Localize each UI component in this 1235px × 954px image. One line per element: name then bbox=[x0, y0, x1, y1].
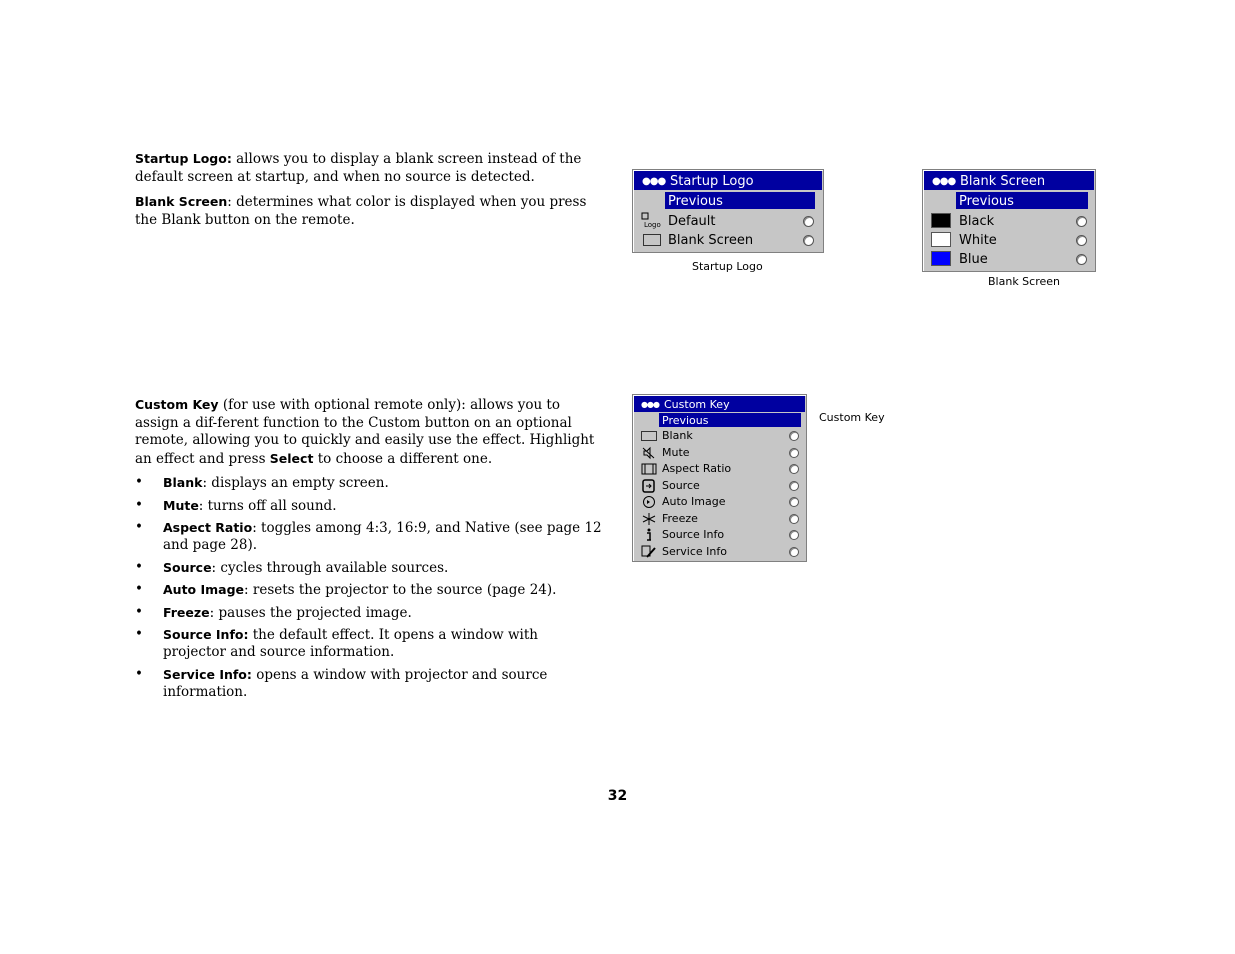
bullet: • bbox=[135, 626, 143, 642]
menu-item-black[interactable] bbox=[923, 212, 1095, 231]
auto-image-icon bbox=[641, 495, 657, 509]
menu-item-label: Service Info bbox=[662, 544, 727, 558]
bullet-text: opens a window with projector and source information. bbox=[163, 666, 548, 700]
blank-screen-menu bbox=[922, 169, 1096, 272]
bullet-term: Freeze bbox=[163, 604, 210, 620]
menu-item-aspect-ratio[interactable] bbox=[633, 461, 806, 477]
black-swatch bbox=[931, 213, 951, 228]
menu-item-label: Black bbox=[959, 214, 995, 229]
menu-item-white[interactable] bbox=[923, 231, 1095, 250]
bullet: • bbox=[135, 558, 143, 575]
radio-button[interactable] bbox=[789, 514, 799, 524]
bullet-term: Auto Image bbox=[163, 582, 245, 597]
custom-key-options-list bbox=[135, 474, 605, 705]
blue-swatch bbox=[931, 251, 951, 266]
info-icon bbox=[641, 528, 657, 542]
bullet: • bbox=[135, 603, 143, 620]
mute-icon bbox=[641, 446, 657, 460]
radio-button[interactable] bbox=[1076, 254, 1087, 265]
menu-item-label: Blue bbox=[959, 252, 988, 267]
bullet-text: : displays an empty screen. bbox=[202, 475, 389, 491]
radio-button[interactable] bbox=[789, 481, 799, 491]
radio-button[interactable] bbox=[789, 448, 799, 458]
bullet-term: Service Info: bbox=[163, 666, 252, 682]
menu-item-label: Source Info bbox=[662, 528, 725, 541]
menu-title-bar bbox=[634, 396, 805, 412]
list-item bbox=[135, 519, 605, 554]
custom-key-caption: Custom Key bbox=[819, 411, 885, 424]
bullet-text: : turns off all sound. bbox=[198, 497, 337, 514]
freeze-icon bbox=[641, 512, 657, 526]
logo-icon bbox=[641, 212, 661, 229]
radio-button[interactable] bbox=[1076, 216, 1087, 227]
menu-title-bar bbox=[634, 171, 822, 190]
menu-title-bar bbox=[924, 171, 1094, 190]
bullet-term: Mute bbox=[163, 497, 199, 513]
bullet: • bbox=[135, 519, 143, 535]
menu-item-default[interactable] bbox=[633, 212, 823, 231]
bullet-term: Source Info: bbox=[163, 627, 249, 642]
select-term: Select bbox=[269, 450, 314, 466]
blank-screen-icon bbox=[643, 234, 661, 246]
menu-item-source-info[interactable] bbox=[633, 527, 806, 543]
menu-item-source[interactable] bbox=[633, 478, 806, 494]
blank-screen-term: Blank Screen bbox=[135, 194, 228, 209]
custom-key-term: Custom Key bbox=[135, 397, 219, 412]
bullet-text: the default effect. It opens a window with projector and source information. bbox=[163, 627, 538, 660]
menu-item-label: Default bbox=[668, 214, 716, 229]
menu-item-auto-image[interactable] bbox=[633, 494, 806, 510]
list-item bbox=[135, 559, 605, 577]
menu-dots-icon: ●●● bbox=[932, 176, 956, 187]
radio-button[interactable] bbox=[803, 216, 814, 227]
menu-item-label: Aspect Ratio bbox=[662, 462, 732, 475]
custom-key-text-1: (for use with optional remote only): allows you to assign a dif-ferent function to the Custom button on an optional remote, allowing you to quickly and easily use the effect. Highlight an effect and press bbox=[135, 397, 595, 467]
bullet: • bbox=[135, 474, 143, 490]
menu-item-label: Blank Screen bbox=[668, 233, 754, 248]
radio-button[interactable] bbox=[789, 530, 799, 540]
radio-button[interactable] bbox=[789, 497, 799, 507]
previous-option[interactable]: Previous bbox=[659, 413, 801, 427]
bullet-text: : pauses the projected image. bbox=[209, 604, 412, 621]
menu-item-freeze[interactable] bbox=[633, 511, 806, 527]
list-item bbox=[135, 474, 605, 492]
custom-key-description bbox=[135, 396, 605, 468]
list-item bbox=[135, 581, 605, 599]
aspect-ratio-icon bbox=[641, 462, 657, 476]
bullet-text: : toggles among 4:3, 16:9, and Native (see page 12 and page 28). bbox=[163, 520, 602, 553]
custom-key-menu bbox=[632, 394, 807, 562]
custom-key-text-2: to choose a different one. bbox=[313, 450, 493, 467]
menu-title: Blank Screen bbox=[960, 174, 1046, 189]
startup-logo-term: Startup Logo: bbox=[135, 151, 232, 166]
menu-item-service-info[interactable] bbox=[633, 544, 806, 560]
bullet-term: Aspect Ratio bbox=[163, 520, 253, 535]
menu-item-blank[interactable] bbox=[633, 428, 806, 444]
menu-item-label: Blank bbox=[662, 429, 693, 442]
source-icon bbox=[641, 479, 657, 493]
startup-logo-caption: Startup Logo bbox=[692, 260, 763, 273]
list-item bbox=[135, 626, 605, 661]
list-item bbox=[135, 666, 605, 701]
menu-title: Custom Key bbox=[664, 398, 730, 411]
radio-button[interactable] bbox=[1076, 235, 1087, 246]
bullet-text: : cycles through available sources. bbox=[211, 559, 449, 576]
blank-screen-description bbox=[135, 193, 605, 229]
radio-button[interactable] bbox=[803, 235, 814, 246]
radio-button[interactable] bbox=[789, 464, 799, 474]
bullet-term: Source bbox=[163, 559, 212, 575]
menu-item-mute[interactable] bbox=[633, 445, 806, 461]
svg-text:Logo: Logo bbox=[644, 221, 661, 229]
menu-dots-icon: ●●● bbox=[642, 176, 666, 187]
bullet: • bbox=[135, 665, 143, 682]
menu-item-blue[interactable] bbox=[923, 250, 1095, 269]
bullet-text: : resets the projector to the source (page 24). bbox=[244, 582, 557, 598]
blank-screen-text: : determines what color is displayed when you press the Blank button on the remote. bbox=[135, 194, 587, 228]
menu-item-label: Mute bbox=[662, 445, 690, 459]
menu-dots-icon: ●●● bbox=[641, 400, 659, 409]
bullet: • bbox=[135, 581, 143, 597]
menu-item-label: Auto Image bbox=[662, 495, 726, 508]
menu-item-blank-screen[interactable] bbox=[633, 231, 823, 250]
startup-logo-description bbox=[135, 150, 605, 186]
bullet: • bbox=[135, 496, 143, 513]
startup-logo-text: allows you to display a blank screen instead of the default screen at startup, and when no source is detected. bbox=[135, 151, 582, 185]
service-icon bbox=[641, 545, 657, 559]
menu-item-label: Freeze bbox=[662, 511, 698, 525]
previous-option[interactable]: Previous bbox=[665, 192, 815, 209]
list-item bbox=[135, 497, 605, 515]
previous-option[interactable]: Previous bbox=[956, 192, 1088, 209]
radio-button[interactable] bbox=[789, 431, 799, 441]
bullet-term: Blank bbox=[163, 475, 203, 490]
menu-title: Startup Logo bbox=[670, 174, 754, 189]
menu-item-label: White bbox=[959, 233, 997, 248]
blank-icon bbox=[641, 431, 657, 441]
startup-logo-menu bbox=[632, 169, 824, 253]
list-item bbox=[135, 604, 605, 622]
blank-screen-caption: Blank Screen bbox=[988, 275, 1060, 288]
page-number: 32 bbox=[607, 788, 628, 804]
menu-item-label: Source bbox=[662, 478, 700, 492]
radio-button[interactable] bbox=[789, 547, 799, 557]
white-swatch bbox=[931, 232, 951, 247]
